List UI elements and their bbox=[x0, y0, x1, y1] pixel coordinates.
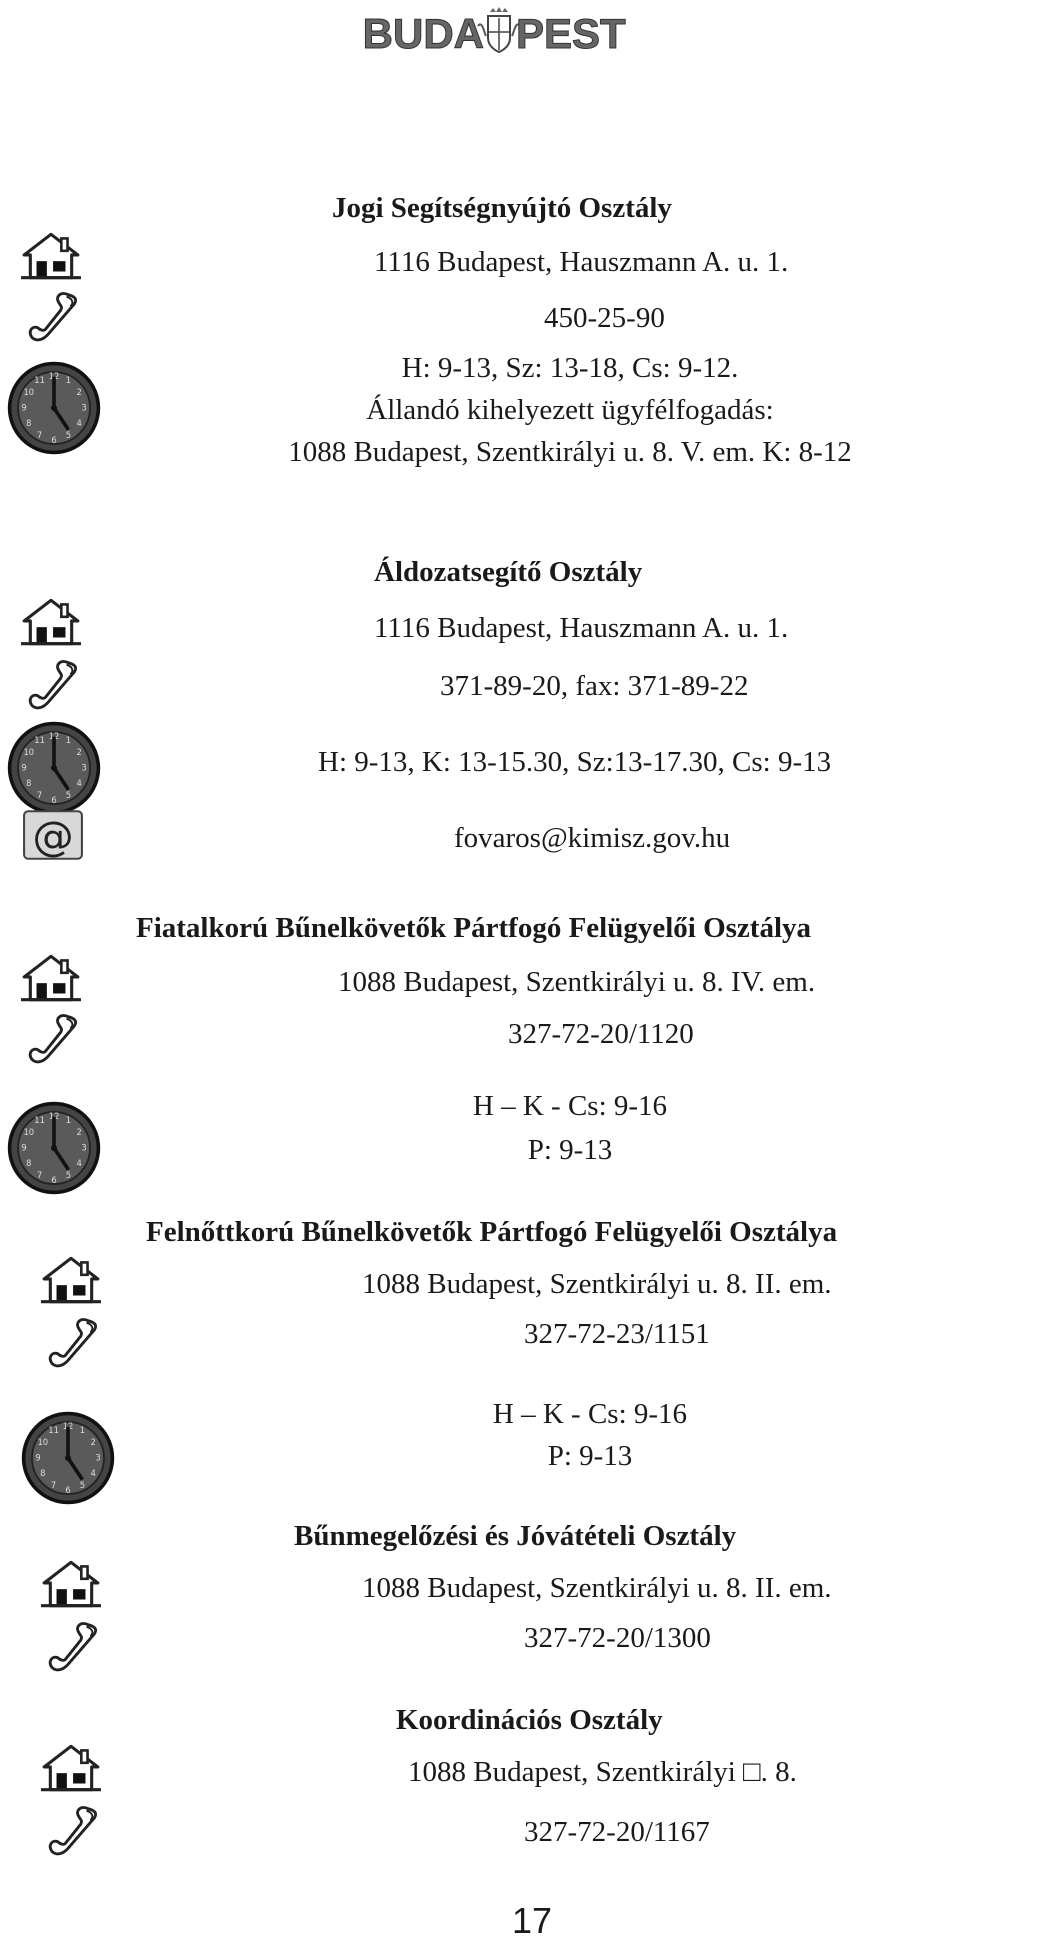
phone-text: 450-25-90 bbox=[544, 302, 665, 334]
coat-of-arms-icon bbox=[478, 7, 520, 52]
section-title: Koordinációs Osztály bbox=[396, 1704, 663, 1736]
at-sign-icon bbox=[22, 808, 84, 862]
address-text: 1116 Budapest, Hauszmann A. u. 1. bbox=[374, 246, 789, 278]
email-text[interactable]: fovaros@kimisz.gov.hu bbox=[454, 822, 731, 854]
address-text: 1088 Budapest, Szentkirályi □. 8. bbox=[408, 1756, 797, 1788]
budapest-logo bbox=[362, 6, 680, 57]
phone-text: 371-89-20, fax: 371-89-22 bbox=[440, 670, 749, 702]
house-icon bbox=[40, 1558, 102, 1610]
hours-line: P: 9-13 bbox=[547, 1440, 633, 1472]
phone-icon bbox=[26, 1008, 80, 1068]
house-icon bbox=[40, 1254, 102, 1306]
phone-icon bbox=[46, 1800, 100, 1860]
section-title: Fiatalkorú Bűnelkövetők Pártfogó Felügyelői Osztálya bbox=[136, 912, 812, 944]
house-icon bbox=[20, 230, 82, 282]
section-title: Felnőttkorú Bűnelkövetők Pártfogó Felügyelői Osztálya bbox=[146, 1216, 838, 1248]
hours-line: H: 9-13, K: 13-15.30, Sz:13-17.30, Cs: 9-13 bbox=[318, 746, 832, 778]
clock-icon bbox=[20, 1410, 116, 1506]
phone-text: 327-72-20/1300 bbox=[524, 1622, 711, 1654]
address-text: 1116 Budapest, Hauszmann A. u. 1. bbox=[374, 612, 789, 644]
phone-icon bbox=[26, 654, 80, 714]
hours-line: H – K - Cs: 9-16 bbox=[492, 1398, 688, 1430]
clock-icon bbox=[6, 1100, 102, 1196]
hours-line: H: 9-13, Sz: 13-18, Cs: 9-12. bbox=[401, 352, 739, 384]
phone-text: 327-72-20/1167 bbox=[524, 1816, 710, 1848]
phone-icon bbox=[46, 1312, 100, 1372]
phone-text: 327-72-20/1120 bbox=[508, 1018, 694, 1050]
hours-line: H – K - Cs: 9-16 bbox=[472, 1090, 668, 1122]
page-number: 17 bbox=[511, 1900, 553, 1941]
clock-icon bbox=[6, 720, 102, 816]
section-title: Jogi Segítségnyújtó Osztály bbox=[332, 192, 672, 224]
phone-text: 327-72-23/1151 bbox=[524, 1318, 710, 1350]
section-title: Áldozatsegítő Osztály bbox=[374, 556, 643, 588]
logo-text-left: BUDA bbox=[362, 10, 484, 57]
phone-icon bbox=[46, 1616, 100, 1676]
address-text: 1088 Budapest, Szentkirályi u. 8. II. em. bbox=[362, 1268, 832, 1300]
clock-icon bbox=[6, 360, 102, 456]
hours-line: Állandó kihelyezett ügyfélfogadás: bbox=[366, 394, 774, 426]
logo-text-right: PEST bbox=[516, 10, 626, 57]
section-title: Bűnmegelőzési és Jóvátételi Osztály bbox=[294, 1520, 737, 1552]
house-icon bbox=[40, 1742, 102, 1794]
address-text: 1088 Budapest, Szentkirályi u. 8. IV. em. bbox=[338, 966, 816, 998]
house-icon bbox=[20, 596, 82, 648]
hours-line: P: 9-13 bbox=[527, 1134, 613, 1166]
phone-icon bbox=[26, 286, 80, 346]
hours-line: 1088 Budapest, Szentkirályi u. 8. V. em. K: 8-12 bbox=[288, 436, 852, 468]
address-text: 1088 Budapest, Szentkirályi u. 8. II. em. bbox=[362, 1572, 832, 1604]
house-icon bbox=[20, 952, 82, 1004]
